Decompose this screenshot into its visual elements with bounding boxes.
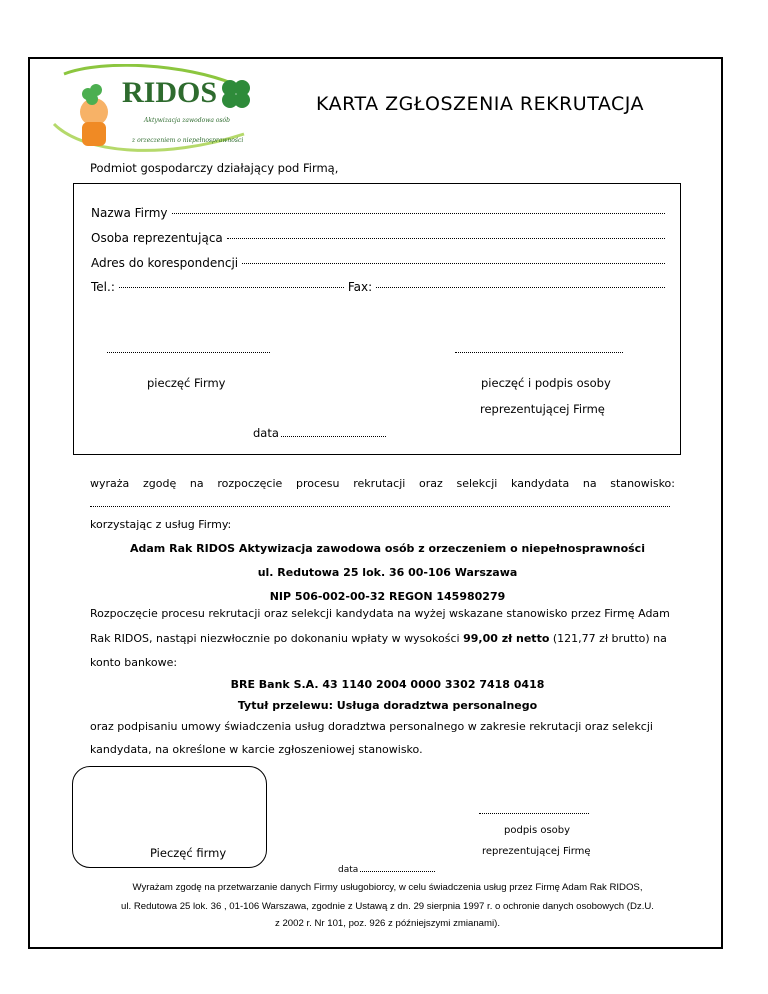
ridos-logo bbox=[44, 64, 264, 160]
consent-word: oraz bbox=[419, 477, 443, 490]
footer-line-1: Wyrażam zgodę na przetwarzanie danych Firmy usługobiorcy, w celu świadczenia usług przez Firmę Adam Rak RIDOS, bbox=[132, 882, 643, 893]
bottom-sign-label-2: reprezentującej Firmę bbox=[482, 846, 591, 857]
payment-line-2 bbox=[90, 632, 667, 645]
logo-brand: RIDOS bbox=[122, 76, 218, 109]
consent-word: kandydata bbox=[511, 477, 570, 490]
agreement-line-2: kandydata, na określone w karcie zgłoszeniowej stanowisko. bbox=[90, 743, 423, 756]
consent-word: wyraża bbox=[90, 477, 130, 490]
provider-ids: NIP 506-002-00-32 REGON 145980279 bbox=[269, 590, 506, 603]
stamp-line bbox=[107, 352, 270, 353]
consent-word: selekcji bbox=[456, 477, 498, 490]
tel-fax-field[interactable] bbox=[91, 280, 665, 294]
agreement-line-1: oraz podpisaniu umowy świadczenia usług doradztwa personalnego w zakresie rekrutacji oraz selekcji bbox=[90, 720, 653, 733]
rep-sign-label-1: pieczęć i podpis osoby bbox=[481, 376, 611, 390]
payment-line-1: Rozpoczęcie procesu rekrutacji oraz selekcji kandydata na wyżej wskazane stanowisko przez Firmę Adam bbox=[90, 607, 670, 620]
bank-account: BRE Bank S.A. 43 1140 2004 0000 3302 7418 0418 bbox=[230, 678, 545, 691]
consent-word: procesu bbox=[295, 477, 340, 490]
provider-name: Adam Rak RIDOS Aktywizacja zawodowa osób z orzeczeniem o niepełnosprawności bbox=[130, 542, 645, 555]
page-title: KARTA ZGŁOSZENIA REKRUTACJA bbox=[316, 93, 645, 115]
address-field[interactable] bbox=[91, 256, 665, 270]
payment-amount: 99,00 zł netto bbox=[463, 632, 550, 645]
company-name-field[interactable] bbox=[91, 206, 665, 220]
payment-text-b: (121,77 zł brutto) na bbox=[549, 632, 667, 645]
provider-address: ul. Redutowa 25 lok. 36 00-106 Warszawa bbox=[257, 566, 518, 579]
payment-text-a: Rak RIDOS, nastąpi niezwłocznie po dokonaniu wpłaty w wysokości bbox=[90, 632, 464, 645]
payment-line-3: konto bankowe: bbox=[90, 656, 178, 669]
footer-line-3: z 2002 r. Nr 101, poz. 926 z późniejszymi zmianami). bbox=[274, 918, 501, 929]
intro-text: Podmiot gospodarczy działający pod Firmą, bbox=[90, 161, 339, 175]
representative-label: Osoba reprezentująca bbox=[91, 231, 223, 245]
footer-line-2: ul. Redutowa 25 lok. 36 , 01-106 Warszawa, zgodnie z Ustawą z dn. 29 sierpnia 1997 r. o ochronie danych osobowych (Dz.U. bbox=[121, 901, 654, 912]
bottom-sign-line bbox=[479, 813, 589, 814]
bottom-date-label: data bbox=[338, 865, 359, 875]
consent-word: na bbox=[582, 477, 597, 490]
using-services: korzystając z usług Firmy: bbox=[90, 518, 232, 531]
stamp-label: pieczęć Firmy bbox=[147, 376, 226, 390]
consent-word: stanowisko: bbox=[610, 477, 675, 490]
consent-line bbox=[90, 477, 675, 490]
consent-word: rozpoczęcie bbox=[217, 477, 283, 490]
consent-word: zgodę bbox=[142, 477, 177, 490]
date-field[interactable] bbox=[253, 426, 386, 440]
position-field-line[interactable] bbox=[90, 506, 670, 507]
tel-label: Tel.: bbox=[91, 280, 115, 294]
company-name-label: Nazwa Firmy bbox=[91, 206, 168, 220]
bottom-stamp-label: Pieczęć firmy bbox=[150, 846, 227, 860]
representative-field[interactable] bbox=[91, 231, 665, 245]
date-label: data bbox=[253, 426, 279, 440]
logo-tagline-2: z orzeczeniem o niepełnosprawności bbox=[132, 137, 244, 144]
consent-word: rekrutacji bbox=[353, 477, 406, 490]
rep-sign-line bbox=[455, 352, 623, 353]
logo-tagline-1: Aktywizacja zawodowa osób bbox=[144, 117, 230, 124]
fax-label: Fax: bbox=[347, 280, 373, 294]
rep-sign-label-2: reprezentującej Firmę bbox=[480, 402, 605, 416]
consent-word: na bbox=[189, 477, 204, 490]
bottom-sign-label-1: podpis osoby bbox=[504, 825, 571, 836]
transfer-title: Tytuł przelewu: Usługa doradztwa personalnego bbox=[237, 699, 538, 712]
bottom-date-field[interactable] bbox=[338, 865, 435, 875]
address-label: Adres do korespondencji bbox=[91, 256, 239, 270]
